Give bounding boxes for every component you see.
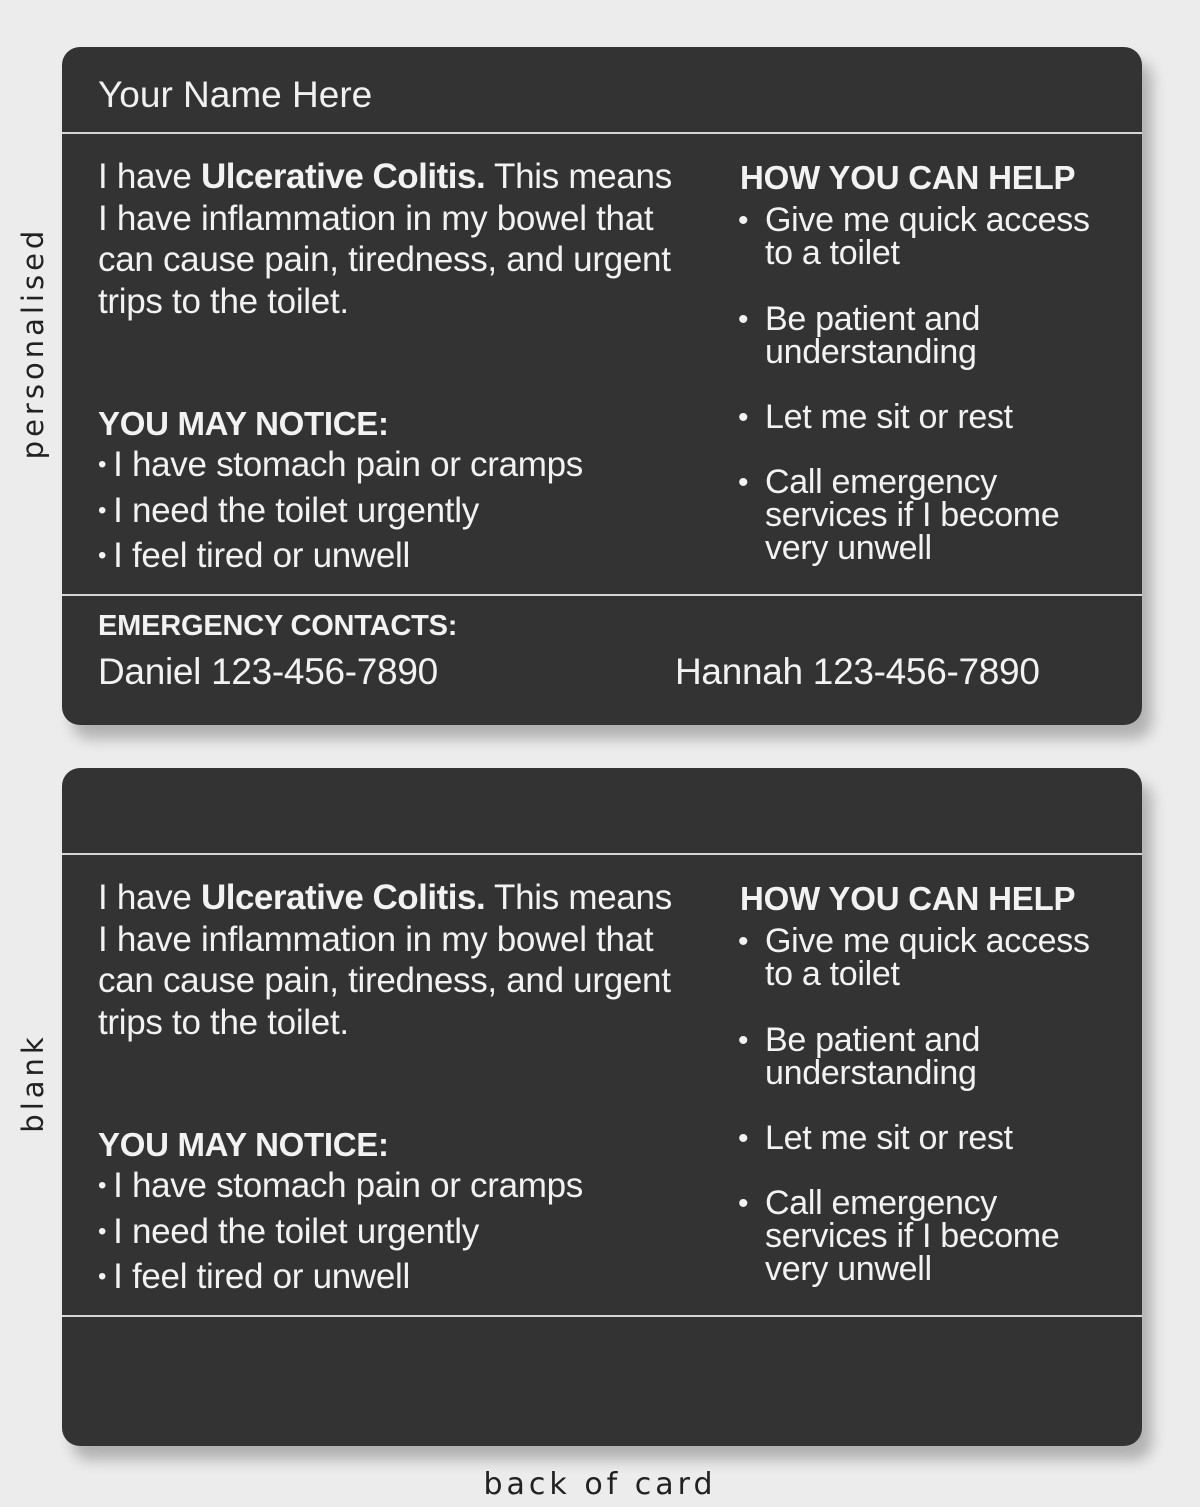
help-item	[738, 1119, 1118, 1157]
side-label-text: blank	[16, 1033, 50, 1133]
notice-list	[98, 444, 583, 581]
notice-item: • I need the toilet urgently	[98, 490, 583, 536]
help-heading: HOW YOU CAN HELP	[740, 159, 1076, 196]
caption: back of card	[483, 1467, 717, 1502]
emergency-contact: Hannah 123-456-7890	[675, 651, 1040, 692]
help-item-text: Be patient and understanding	[765, 1021, 981, 1092]
emergency-contact: Daniel 123-456-7890	[98, 651, 438, 692]
notice-item: • I have stomach pain or cramps	[98, 1165, 583, 1211]
help-heading: HOW YOU CAN HELP	[740, 880, 1076, 917]
help-item-text: Let me sit or rest	[765, 1119, 1013, 1157]
help-item	[738, 398, 1118, 436]
notice-item: • I have stomach pain or cramps	[98, 444, 583, 490]
bullet-icon: •	[738, 1187, 749, 1220]
personalised-card	[62, 47, 1142, 725]
help-item-text: Call emergency services if I become very unwell	[765, 463, 1060, 567]
divider	[62, 853, 1142, 855]
help-item-text: Call emergency services if I become very unwell	[765, 1184, 1060, 1288]
notice-item: • I feel tired or unwell	[98, 535, 583, 581]
condition-name: Ulcerative Colitis.	[200, 157, 486, 196]
divider	[62, 1315, 1142, 1317]
notice-heading: YOU MAY NOTICE:	[98, 405, 389, 442]
intro-prefix: I have	[98, 157, 201, 196]
bullet-icon: •	[738, 1122, 749, 1155]
bullet-icon: •	[738, 925, 749, 958]
emergency-contacts-heading: EMERGENCY CONTACTS:	[98, 610, 458, 642]
help-item	[738, 1021, 1118, 1092]
intro-body: This means I have inflammation in my bowel that can cause pain, tiredness, and urgent trips to the toilet.	[98, 157, 672, 321]
bullet-icon: •	[738, 204, 749, 237]
divider	[62, 132, 1142, 134]
help-item-text: Give me quick access to a toilet	[765, 201, 1090, 272]
help-item	[738, 463, 1118, 567]
side-label-text: personalised	[16, 226, 50, 460]
notice-item: • I feel tired or unwell	[98, 1256, 583, 1302]
help-item	[738, 922, 1118, 993]
notice-item: • I need the toilet urgently	[98, 1211, 583, 1257]
bullet-icon: •	[738, 303, 749, 336]
condition-intro	[98, 877, 688, 1043]
intro-body: This means I have inflammation in my bowel that can cause pain, tiredness, and urgent trips to the toilet.	[98, 878, 672, 1042]
bullet-icon: •	[738, 466, 749, 499]
help-item	[738, 300, 1118, 371]
card-holder-name: Your Name Here	[98, 74, 373, 115]
notice-heading: YOU MAY NOTICE:	[98, 1126, 389, 1163]
bullet-icon: •	[738, 1024, 749, 1057]
help-item-text: Let me sit or rest	[765, 398, 1013, 436]
help-item-text: Be patient and understanding	[765, 300, 981, 371]
divider	[62, 594, 1142, 596]
help-item	[738, 201, 1118, 272]
condition-intro	[98, 156, 688, 322]
bullet-icon: •	[738, 401, 749, 434]
condition-name: Ulcerative Colitis.	[200, 878, 486, 917]
intro-prefix: I have	[98, 878, 201, 917]
help-item-text: Give me quick access to a toilet	[765, 922, 1090, 993]
help-item	[738, 1184, 1118, 1288]
notice-list	[98, 1165, 583, 1302]
blank-card	[62, 768, 1142, 1446]
